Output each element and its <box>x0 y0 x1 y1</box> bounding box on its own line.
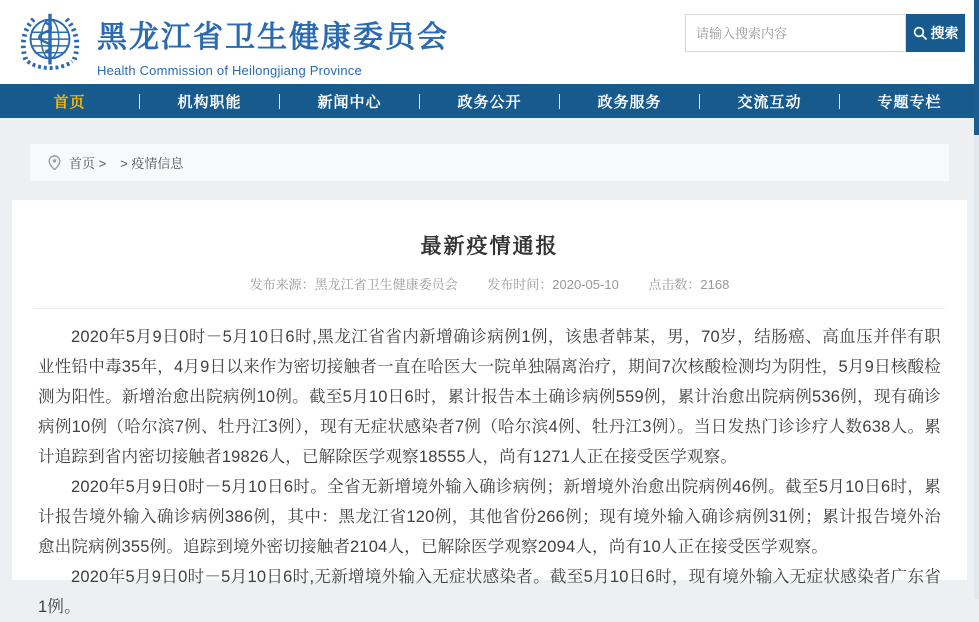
article-paragraph: 2020年5月9日0时－5月10日6时。全省无新增境外输入确诊病例；新增境外治愈出院病例46例。截至5月10日6时，累计报告境外输入确诊病例386例，其中：黑龙江省120例，其他省份266例；现有境外输入确诊病例31例；累计报告境外治愈出院病例355例。追踪到境外密切接触者2104人，已解除医学观察2094人，尚有10人正在接受医学观察。 <box>38 478 941 556</box>
site-title-en: Health Commission of Heilongjiang Province <box>97 63 362 78</box>
article-body <box>12 309 967 622</box>
breadcrumb <box>30 144 949 181</box>
nav-item-home[interactable]: 首页 <box>53 93 86 111</box>
breadcrumb-current[interactable]: > 疫情信息 <box>120 156 184 171</box>
site-header <box>0 0 974 84</box>
nav-item-functions[interactable]: 机构职能 <box>177 93 242 111</box>
scrollbar-track[interactable] <box>974 0 979 599</box>
article-meta <box>34 274 945 309</box>
article-source: 发布来源：黑龙江省卫生健康委员会 <box>249 277 458 292</box>
article-hit-count: 点击数：2168 <box>648 277 730 292</box>
site-title-zh: 黑龙江省卫生健康委员会 <box>97 21 449 54</box>
search-icon <box>913 26 927 40</box>
nav-item-gov-affairs[interactable]: 政务公开 <box>457 93 522 111</box>
nav-item-interaction[interactable]: 交流互动 <box>737 93 802 111</box>
search-button[interactable] <box>906 14 965 52</box>
nav-item-news[interactable]: 新闻中心 <box>317 93 382 111</box>
main-nav <box>0 84 979 118</box>
location-pin-icon <box>48 155 61 170</box>
article-card <box>12 200 967 616</box>
article-paragraph: 2020年5月9日0时－5月10日6时,无新增境外输入无症状感染者。截至5月10日6时，现有境外输入无症状感染者广东省1例。 <box>38 568 941 616</box>
who-emblem-icon <box>15 7 85 77</box>
breadcrumb-home[interactable]: 首页 > <box>69 156 107 171</box>
search-bar <box>685 14 965 52</box>
site-title-block <box>97 12 449 78</box>
nav-item-special-topics[interactable]: 专题专栏 <box>877 93 942 111</box>
scrollbar-thumb[interactable] <box>974 0 979 135</box>
article-paragraph: 2020年5月9日0时－5月10日6时,黑龙江省省内新增确诊病例1例，该患者韩某，男，70岁，结肠癌、高血压并伴有职业性铅中毒35年，4月9日以来作为密切接触者一直在哈医大一院单独隔离治疗，期间7次核酸检测均为阴性，5月9日核酸检测为阳性。新增治愈出院病例10例。截至5月10日6时，累计报告本土确诊病例559例，累计治愈出院病例536例，现有确诊病例10例（哈尔滨7例、牡丹江3例），现有无症状感染者7例（哈尔滨4例、牡丹江3例）。当日发热门诊诊疗人数638人。累计追踪到省内密切接触者19826人，已解除医学观察18555人，尚有1271人正在接受医学观察。 <box>38 328 941 466</box>
nav-item-services[interactable]: 政务服务 <box>597 93 662 111</box>
article-title: 最新疫情通报 <box>420 235 559 258</box>
search-input[interactable] <box>685 14 906 52</box>
search-button-label: 搜索 <box>930 25 959 41</box>
article-publish-time: 发布时间：2020-05-10 <box>487 277 619 292</box>
